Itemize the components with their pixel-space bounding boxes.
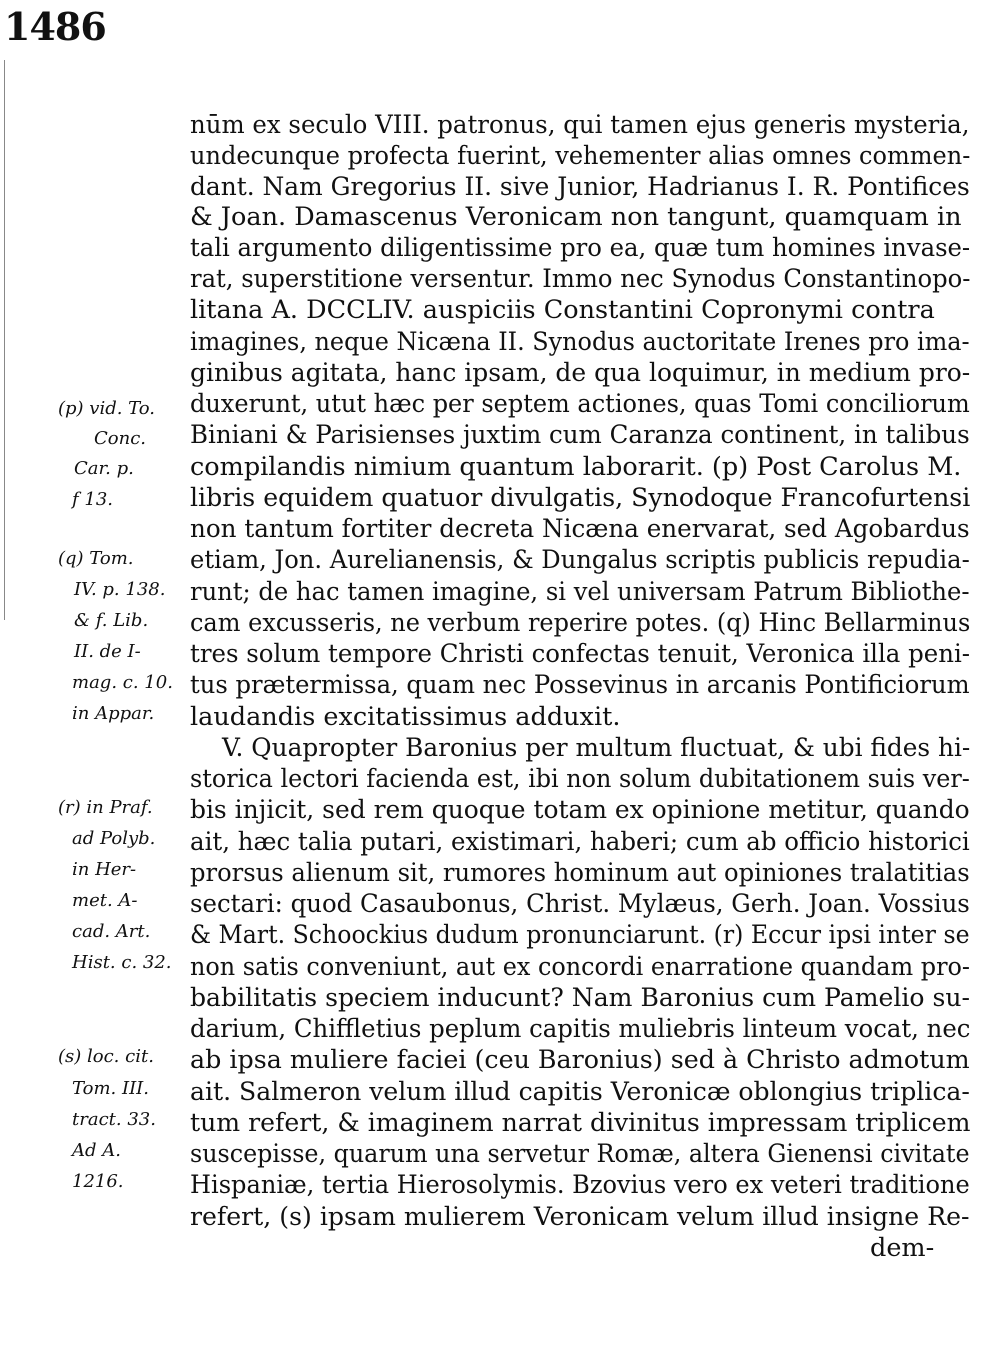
margin-note: ad Polyb. <box>72 828 156 849</box>
text-line: imagines, neque Nicæna II. Synodus auctoritate Irenes pro ima- <box>190 327 970 357</box>
text-line: ginibus agitata, hanc ipsam, de qua loquimur, in medium pro- <box>190 358 971 388</box>
text-line: libris equidem quatuor divulgatis, Synodoque Francofurtensi <box>190 483 971 513</box>
margin-note: mag. c. 10. <box>72 672 173 693</box>
text-line: compilandis nimium quantum laborarit. (p) Post Carolus M. <box>190 452 962 482</box>
text-line: & Joan. Damascenus Veronicam non tangunt, quamquam in <box>190 202 962 232</box>
text-line: babilitatis speciem inducunt? Nam Baronius cum Pamelio su- <box>190 983 971 1013</box>
text-line: ait, hæc talia putari, existimari, haberi; cum ab officio historici <box>190 827 970 857</box>
margin-note: Hist. c. 32. <box>72 952 172 973</box>
scan-edge-divider <box>4 60 5 620</box>
text-line: bis injicit, sed rem quoque totam ex opinione metitur, quando <box>190 795 970 825</box>
text-line: storica lectori facienda est, ibi non solum dubitationem suis ver- <box>190 764 970 794</box>
text-line: runt; de hac tamen imagine, si vel universam Patrum Bibliothe- <box>190 577 970 607</box>
text-line: duxerunt, utut hæc per septem actiones, quas Tomi conciliorum <box>190 389 970 419</box>
margin-note: Conc. <box>94 428 147 449</box>
margin-note: II. de I- <box>74 641 141 662</box>
page-number: 1486 <box>4 4 106 49</box>
margin-note: cad. Art. <box>72 921 151 942</box>
text-line: ab ipsa muliere faciei (ceu Baronius) sed à Christo admotum <box>190 1045 970 1075</box>
text-line: Hispaniæ, tertia Hierosolymis. Bzovius vero ex veteri traditione <box>190 1170 970 1200</box>
text-line: ait. Salmeron velum illud capitis Veronicæ oblongius triplica- <box>190 1077 970 1107</box>
text-line: nūm ex seculo VIII. patronus, qui tamen ejus generis mysteria, <box>190 110 970 140</box>
text-line: darium, Chiffletius peplum capitis muliebris linteum vocat, nec <box>190 1014 971 1044</box>
margin-note: & f. Lib. <box>74 610 149 631</box>
margin-note: met. A- <box>72 890 138 911</box>
text-line: suscepisse, quarum una servetur Romæ, altera Gienensi civitate <box>190 1139 970 1169</box>
text-line: non tantum fortiter decreta Nicæna enervarat, sed Agobardus <box>190 514 970 544</box>
text-line: non satis conveniunt, aut ex concordi enarratione quandam pro- <box>190 952 970 982</box>
text-line: cam excusseris, ne verbum reperire potes. (q) Hinc Bellarminus <box>190 608 971 638</box>
text-line: refert, (s) ipsam mulierem Veronicam velum illud insigne Re- <box>190 1202 970 1232</box>
margin-note: tract. 33. <box>72 1109 156 1130</box>
text-line: sectari: quod Casaubonus, Christ. Mylæus, Gerh. Joan. Vossius <box>190 889 970 919</box>
text-line: & Mart. Schoockius dudum pronunciarunt. (r) Eccur ipsi inter se <box>190 920 970 950</box>
text-line: tus prætermissa, quam nec Possevinus in arcanis Pontificiorum <box>190 670 970 700</box>
margin-note: in Her- <box>72 859 137 880</box>
margin-note: (q) Tom. <box>58 548 134 569</box>
margin-note: (s) loc. cit. <box>58 1046 154 1067</box>
text-line: tum refert, & imaginem narrat divinitus impressam triplicem <box>190 1108 971 1138</box>
text-line: Biniani & Parisienses juxtim cum Caranza continent, in talibus <box>190 420 970 450</box>
text-line: dant. Nam Gregorius II. sive Junior, Hadrianus I. R. Pontifices <box>190 172 970 202</box>
margin-note: f 13. <box>72 489 114 510</box>
text-line: tres solum tempore Christi confectas tenuit, Veronica illa peni- <box>190 639 971 669</box>
text-line: prorsus alienum sit, rumores hominum aut opiniones tralatitias <box>190 858 970 888</box>
margin-note: Tom. III. <box>72 1078 150 1099</box>
margin-note: 1216. <box>72 1171 124 1192</box>
text-line: V. Quapropter Baronius per multum fluctuat, & ubi fides hi- <box>222 733 971 763</box>
margin-note: Car. p. <box>74 458 134 479</box>
margin-note: in Appar. <box>72 703 155 724</box>
text-line: rat, superstitione versentur. Immo nec Synodus Constantinopo- <box>190 264 971 294</box>
margin-note: (p) vid. To. <box>58 398 156 419</box>
text-line: tali argumento diligentissime pro ea, quæ tum homines invase- <box>190 233 971 263</box>
margin-note: (r) in Praf. <box>58 797 153 818</box>
text-line: dem- <box>870 1233 935 1263</box>
text-line: undecunque profecta fuerint, vehementer alias omnes commen- <box>190 141 971 171</box>
text-line: etiam, Jon. Aurelianensis, & Dungalus scriptis publicis repudia- <box>190 545 970 575</box>
margin-note: IV. p. 138. <box>74 579 166 600</box>
text-line: litana A. DCCLIV. auspiciis Constantini Copronymi contra <box>190 295 935 325</box>
text-line: laudandis excitatissimus adduxit. <box>190 702 621 732</box>
margin-note: Ad A. <box>72 1140 121 1161</box>
